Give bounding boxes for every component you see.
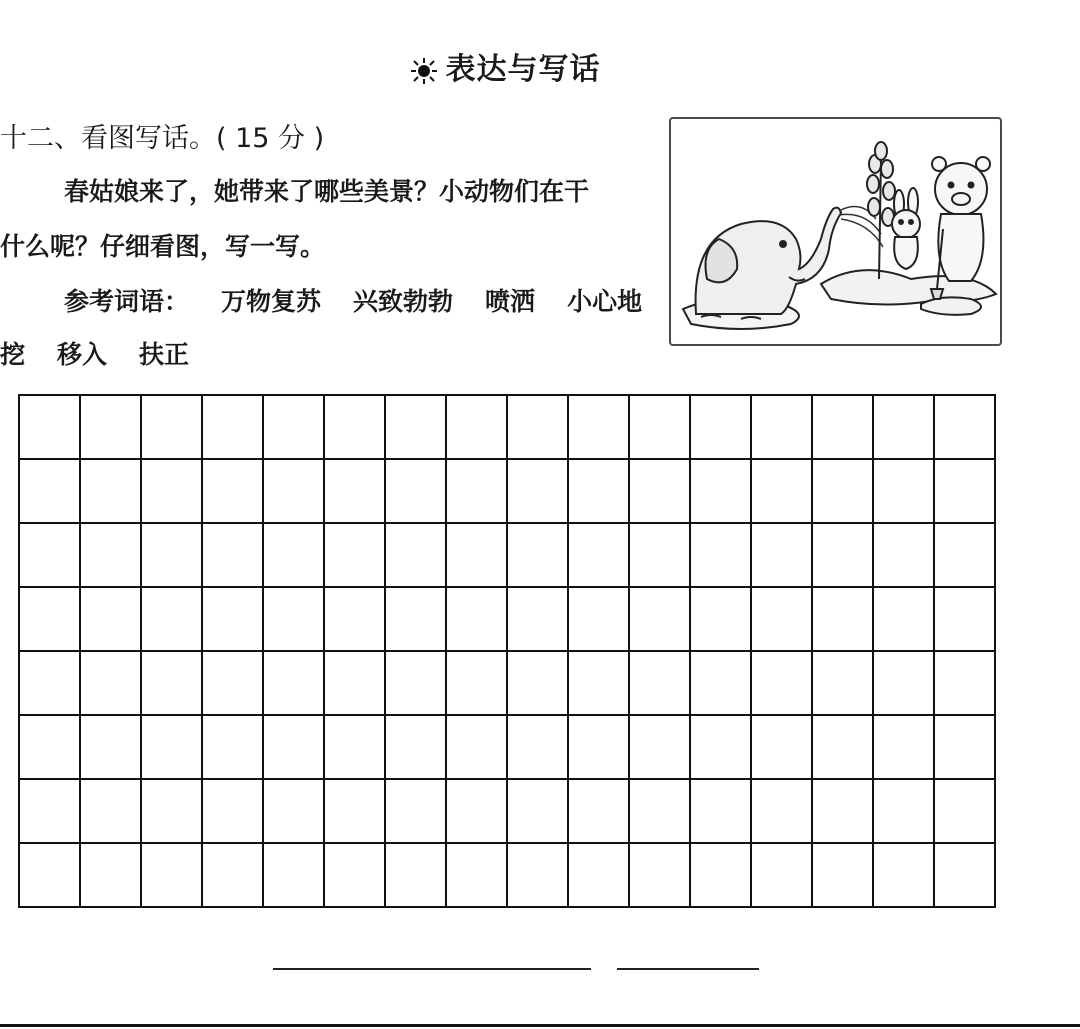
grid-cell[interactable] <box>751 843 812 907</box>
grid-cell[interactable] <box>324 395 385 459</box>
answer-line-1 <box>273 968 591 970</box>
grid-cell[interactable] <box>507 395 568 459</box>
grid-cell[interactable] <box>324 459 385 523</box>
grid-cell[interactable] <box>568 715 629 779</box>
grid-cell[interactable] <box>812 843 873 907</box>
grid-cell[interactable] <box>141 715 202 779</box>
grid-cell[interactable] <box>873 779 934 843</box>
grid-cell[interactable] <box>19 779 80 843</box>
grid-cell[interactable] <box>751 587 812 651</box>
grid-cell[interactable] <box>19 843 80 907</box>
grid-cell[interactable] <box>568 779 629 843</box>
grid-cell[interactable] <box>446 587 507 651</box>
writing-grid[interactable] <box>18 394 996 908</box>
grid-cell[interactable] <box>751 779 812 843</box>
grid-cell[interactable] <box>873 715 934 779</box>
grid-cell[interactable] <box>446 779 507 843</box>
reference-word: 兴致勃勃 <box>353 287 454 316</box>
grid-cell[interactable] <box>507 587 568 651</box>
grid-cell[interactable] <box>934 779 995 843</box>
question-title: 十二、看图写话。( 15 分 ) <box>0 123 325 154</box>
grid-cell[interactable] <box>690 779 751 843</box>
grid-cell[interactable] <box>751 395 812 459</box>
grid-cell[interactable] <box>446 715 507 779</box>
grid-cell[interactable] <box>629 843 690 907</box>
grid-cell[interactable] <box>568 587 629 651</box>
grid-cell[interactable] <box>568 395 629 459</box>
grid-cell[interactable] <box>812 459 873 523</box>
grid-cell[interactable] <box>934 523 995 587</box>
reference-word: 喷洒 <box>485 287 536 316</box>
grid-cell[interactable] <box>873 395 934 459</box>
grid-cell[interactable] <box>751 651 812 715</box>
grid-cell[interactable] <box>629 779 690 843</box>
grid-cell[interactable] <box>690 523 751 587</box>
grid-cell[interactable] <box>812 523 873 587</box>
grid-cell[interactable] <box>263 587 324 651</box>
grid-cell[interactable] <box>629 587 690 651</box>
grid-row <box>19 459 995 523</box>
grid-cell[interactable] <box>19 651 80 715</box>
grid-cell[interactable] <box>80 779 141 843</box>
grid-cell[interactable] <box>568 523 629 587</box>
grid-cell[interactable] <box>263 523 324 587</box>
grid-cell[interactable] <box>324 651 385 715</box>
grid-cell[interactable] <box>385 523 446 587</box>
reference-word: 小心地 <box>567 287 643 316</box>
section-header <box>0 44 1010 88</box>
grid-cell[interactable] <box>446 523 507 587</box>
sun-icon <box>410 57 438 85</box>
grid-cell[interactable] <box>507 459 568 523</box>
grid-cell[interactable] <box>873 651 934 715</box>
grid-cell[interactable] <box>263 651 324 715</box>
reference-word: 移入 <box>57 340 108 369</box>
grid-cell[interactable] <box>324 715 385 779</box>
grid-cell[interactable] <box>629 395 690 459</box>
reference-label: 参考词语： <box>64 287 190 316</box>
grid-cell[interactable] <box>446 459 507 523</box>
grid-cell[interactable] <box>80 395 141 459</box>
grid-cell[interactable] <box>263 779 324 843</box>
grid-cell[interactable] <box>507 779 568 843</box>
grid-cell[interactable] <box>812 587 873 651</box>
reference-words-line <box>64 282 674 318</box>
grid-cell[interactable] <box>263 843 324 907</box>
grid-cell[interactable] <box>446 651 507 715</box>
grid-cell[interactable] <box>568 459 629 523</box>
grid-cell[interactable] <box>507 715 568 779</box>
grid-cell[interactable] <box>385 459 446 523</box>
grid-cell[interactable] <box>202 523 263 587</box>
grid-cell[interactable] <box>751 523 812 587</box>
grid-cell[interactable] <box>873 459 934 523</box>
grid-cell[interactable] <box>19 587 80 651</box>
grid-cell[interactable] <box>141 523 202 587</box>
grid-cell[interactable] <box>751 459 812 523</box>
grid-cell[interactable] <box>80 459 141 523</box>
grid-row <box>19 523 995 587</box>
answer-line-2 <box>617 968 759 970</box>
grid-cell[interactable] <box>812 395 873 459</box>
grid-cell[interactable] <box>141 395 202 459</box>
grid-cell[interactable] <box>690 459 751 523</box>
grid-cell[interactable] <box>80 843 141 907</box>
grid-cell[interactable] <box>19 523 80 587</box>
grid-cell[interactable] <box>568 651 629 715</box>
reference-words-line-2 <box>0 335 221 371</box>
prompt-line-1: 春姑娘来了，她带来了哪些美景？小动物们在干 <box>64 177 590 206</box>
grid-cell[interactable] <box>629 651 690 715</box>
grid-cell[interactable] <box>202 459 263 523</box>
elephant-icon <box>696 208 841 314</box>
grid-cell[interactable] <box>324 523 385 587</box>
grid-row <box>19 779 995 843</box>
grid-cell[interactable] <box>507 523 568 587</box>
sapling-icon <box>867 142 895 279</box>
grid-cell[interactable] <box>80 587 141 651</box>
grid-cell[interactable] <box>812 715 873 779</box>
grid-row <box>19 587 995 651</box>
grid-cell[interactable] <box>934 459 995 523</box>
grid-cell[interactable] <box>629 459 690 523</box>
reference-word: 万物复苏 <box>221 287 322 316</box>
grid-cell[interactable] <box>324 843 385 907</box>
section-title: 表达与写话 <box>445 52 601 87</box>
grid-cell[interactable] <box>80 651 141 715</box>
grid-cell[interactable] <box>141 779 202 843</box>
illustration <box>671 119 1000 344</box>
grid-cell[interactable] <box>934 587 995 651</box>
grid-cell[interactable] <box>690 715 751 779</box>
grid-cell[interactable] <box>385 651 446 715</box>
grid-cell[interactable] <box>80 715 141 779</box>
reference-word: 扶正 <box>139 340 190 369</box>
grid-row <box>19 651 995 715</box>
grid-cell[interactable] <box>934 651 995 715</box>
grid-cell[interactable] <box>934 715 995 779</box>
grid-cell[interactable] <box>873 587 934 651</box>
grid-cell[interactable] <box>385 395 446 459</box>
grid-cell[interactable] <box>202 651 263 715</box>
grid-cell[interactable] <box>507 651 568 715</box>
grid-cell[interactable] <box>263 459 324 523</box>
grid-cell[interactable] <box>690 651 751 715</box>
grid-cell[interactable] <box>385 779 446 843</box>
grid-cell[interactable] <box>629 523 690 587</box>
grid-cell[interactable] <box>690 843 751 907</box>
grid-cell[interactable] <box>385 587 446 651</box>
grid-cell[interactable] <box>934 843 995 907</box>
grid-cell[interactable] <box>19 395 80 459</box>
grid-cell[interactable] <box>446 395 507 459</box>
grid-cell[interactable] <box>202 587 263 651</box>
grid-cell[interactable] <box>202 779 263 843</box>
grid-row <box>19 395 995 459</box>
grid-cell[interactable] <box>629 715 690 779</box>
grid-cell[interactable] <box>202 395 263 459</box>
grid-cell[interactable] <box>141 587 202 651</box>
bottom-rule <box>0 1024 1080 1027</box>
grid-cell[interactable] <box>263 395 324 459</box>
grid-cell[interactable] <box>385 715 446 779</box>
reference-word: 挖 <box>0 340 26 369</box>
grid-cell[interactable] <box>812 651 873 715</box>
grid-cell[interactable] <box>446 843 507 907</box>
grid-cell[interactable] <box>324 587 385 651</box>
grid-cell[interactable] <box>202 715 263 779</box>
grid-cell[interactable] <box>141 459 202 523</box>
grid-cell[interactable] <box>690 395 751 459</box>
grid-cell[interactable] <box>934 395 995 459</box>
grid-cell[interactable] <box>385 843 446 907</box>
grid-row <box>19 843 995 907</box>
grid-cell[interactable] <box>507 843 568 907</box>
grid-cell[interactable] <box>873 843 934 907</box>
grid-cell[interactable] <box>80 523 141 587</box>
grid-cell[interactable] <box>873 523 934 587</box>
grid-cell[interactable] <box>751 715 812 779</box>
grid-cell[interactable] <box>19 459 80 523</box>
illustration-frame <box>669 117 1002 346</box>
grid-row <box>19 715 995 779</box>
prompt-line-2: 什么呢？仔细看图，写一写。 <box>0 232 326 261</box>
grid-cell[interactable] <box>19 715 80 779</box>
grid-cell[interactable] <box>141 651 202 715</box>
grid-cell[interactable] <box>568 843 629 907</box>
grid-cell[interactable] <box>812 779 873 843</box>
rabbit-icon <box>892 188 920 269</box>
grid-cell[interactable] <box>141 843 202 907</box>
grid-cell[interactable] <box>263 715 324 779</box>
grid-cell[interactable] <box>690 587 751 651</box>
grid-cell[interactable] <box>202 843 263 907</box>
grid-cell[interactable] <box>324 779 385 843</box>
